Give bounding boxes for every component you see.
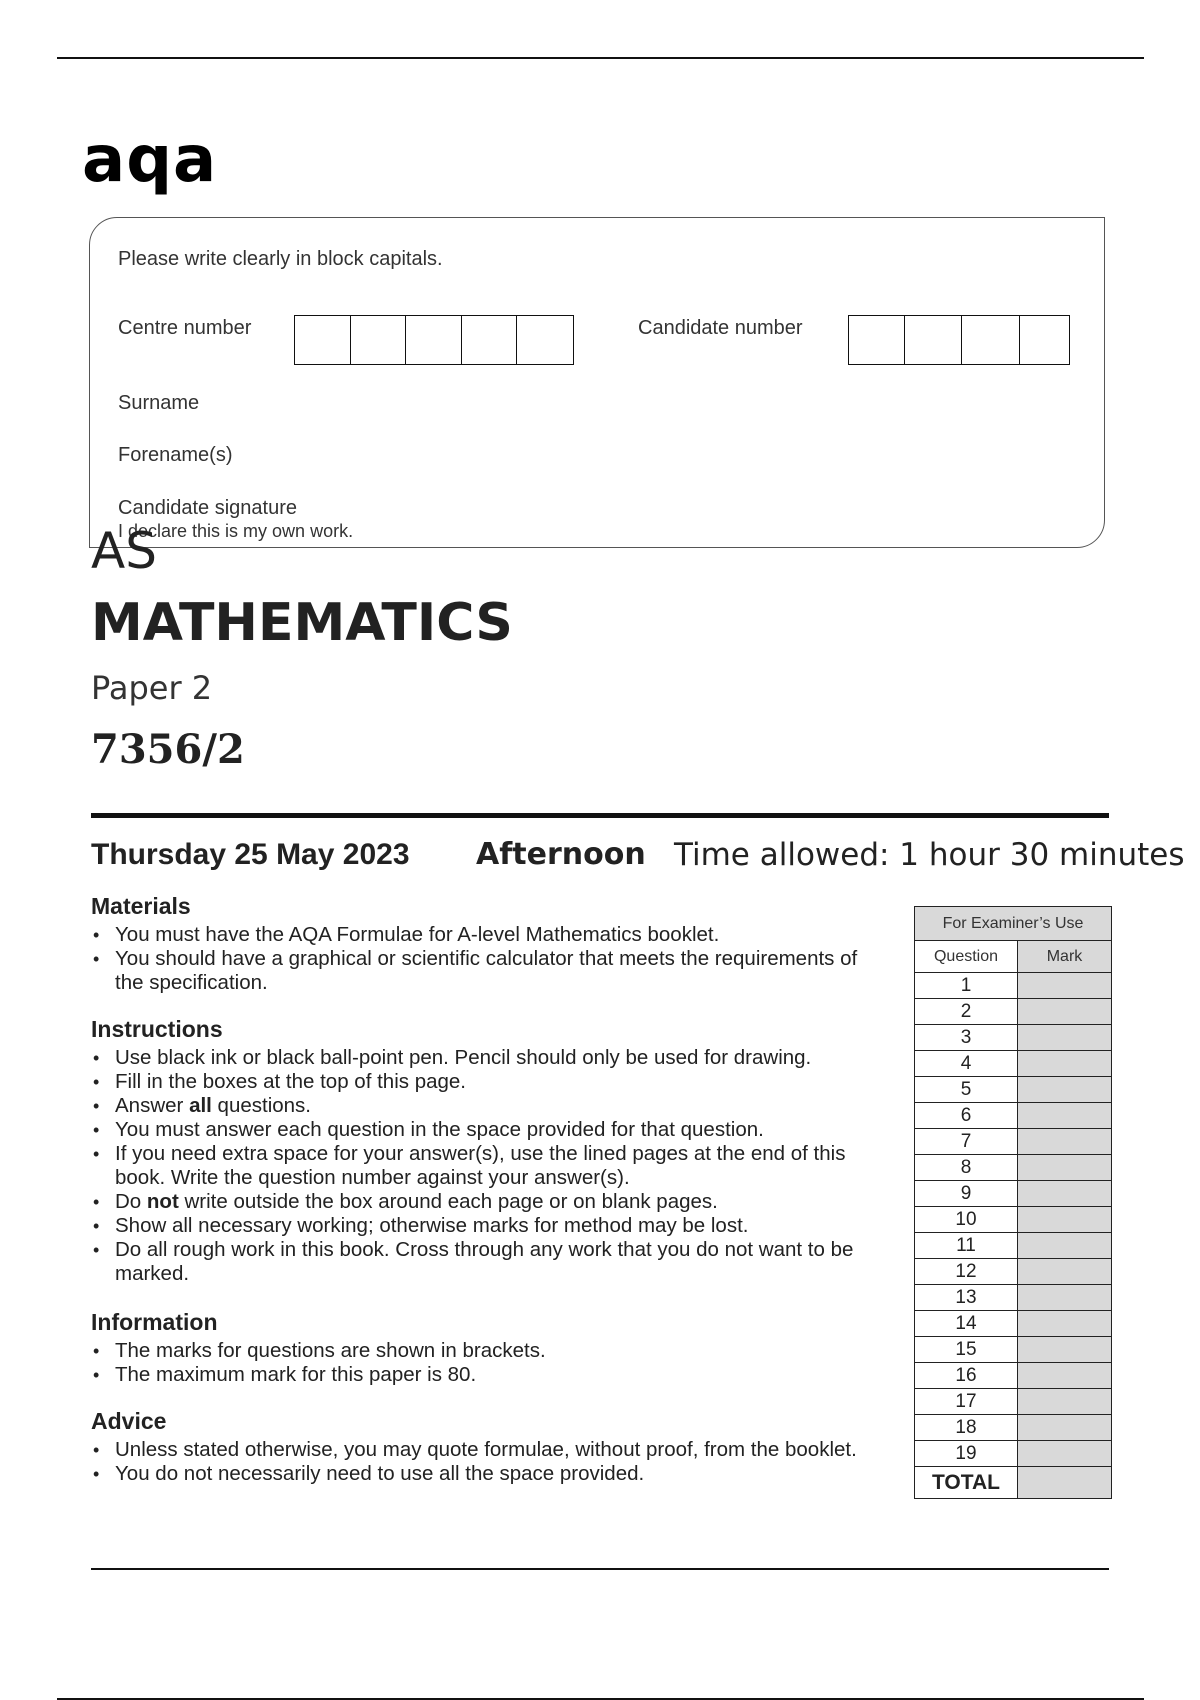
- paper-code: 7356/2: [91, 726, 245, 773]
- question-number-cell: 10: [915, 1207, 1018, 1233]
- question-number-cell: 17: [915, 1389, 1018, 1415]
- table-row: [915, 1415, 1112, 1441]
- question-number-cell: 18: [915, 1415, 1018, 1441]
- centre-digit-box[interactable]: [351, 316, 407, 364]
- list-item-emphasis: all: [189, 1094, 212, 1117]
- list-item-text: write outside the box around each page or on blank pages.: [178, 1190, 718, 1213]
- title-divider: [91, 813, 1109, 818]
- table-row: [915, 1389, 1112, 1415]
- centre-number-boxes[interactable]: [294, 315, 574, 365]
- question-number-cell: 15: [915, 1337, 1018, 1363]
- list-item: • Unless stated otherwise, you may quote formulae, without proof, from the booklet.: [91, 1438, 891, 1462]
- mark-cell: [1018, 1025, 1112, 1051]
- question-number-cell: 3: [915, 1025, 1018, 1051]
- table-row: [915, 1363, 1112, 1389]
- centre-number-label: Centre number: [118, 317, 252, 339]
- mark-cell: [1018, 1103, 1112, 1129]
- mark-cell: [1018, 1077, 1112, 1103]
- table-row: [915, 1155, 1112, 1181]
- forenames-label: Forename(s): [118, 444, 233, 466]
- question-number-cell: 4: [915, 1051, 1018, 1077]
- mark-cell: [1018, 1311, 1112, 1337]
- mark-column-header: Mark: [1018, 941, 1112, 973]
- signature-label: Candidate signature: [118, 497, 298, 519]
- table-row: [915, 1129, 1112, 1155]
- table-row: [915, 1259, 1112, 1285]
- table-row: [915, 1025, 1112, 1051]
- table-row: [915, 1103, 1112, 1129]
- advice-heading: Advice: [91, 1408, 167, 1434]
- mark-cell: [1018, 973, 1112, 999]
- question-number-cell: 19: [915, 1441, 1018, 1467]
- instructions-heading: Instructions: [91, 1016, 223, 1042]
- information-section: [91, 1308, 891, 1387]
- table-row: [915, 1441, 1112, 1467]
- instructions-list: [91, 1046, 891, 1286]
- list-item: • You must answer each question in the space provided for that question.: [91, 1118, 891, 1142]
- paper-name: Paper 2: [91, 669, 213, 707]
- question-number-cell: 13: [915, 1285, 1018, 1311]
- question-number-cell: 11: [915, 1233, 1018, 1259]
- examiner-use-title: For Examiner’s Use: [915, 907, 1112, 941]
- table-row: [915, 999, 1112, 1025]
- question-number-cell: 5: [915, 1077, 1018, 1103]
- table-row: [915, 1311, 1112, 1337]
- candidate-digit-box[interactable]: [849, 316, 905, 364]
- top-rule: [57, 57, 1144, 59]
- advice-list: [91, 1438, 891, 1486]
- mark-cell: [1018, 1415, 1112, 1441]
- mark-cell: [1018, 1233, 1112, 1259]
- list-item: • Use black ink or black ball-point pen. Pencil should only be used for drawing.: [91, 1046, 891, 1070]
- question-number-cell: 1: [915, 973, 1018, 999]
- list-item: • You must have the AQA Formulae for A-level Mathematics booklet.: [91, 923, 891, 947]
- advice-section: [91, 1407, 891, 1486]
- surname-label: Surname: [118, 392, 200, 414]
- mark-cell: [1018, 1389, 1112, 1415]
- question-number-cell: 2: [915, 999, 1018, 1025]
- declaration-text: I declare this is my own work.: [118, 521, 354, 541]
- question-number-cell: 8: [915, 1155, 1018, 1181]
- total-row: [915, 1467, 1112, 1499]
- instructions-section: [91, 1015, 891, 1286]
- information-list: [91, 1339, 891, 1387]
- list-item: [91, 1190, 891, 1214]
- candidate-number-boxes[interactable]: [848, 315, 1070, 365]
- table-row: [915, 1233, 1112, 1259]
- list-item: • If you need extra space for your answer(s), use the lined pages at the end of this book. Write the question number against your answer(s).: [91, 1142, 891, 1190]
- mark-cell: [1018, 1259, 1112, 1285]
- total-label: TOTAL: [915, 1467, 1018, 1499]
- question-column-header: Question: [915, 941, 1018, 973]
- bottom-divider: [91, 1568, 1109, 1570]
- question-number-cell: 16: [915, 1363, 1018, 1389]
- mark-cell: [1018, 999, 1112, 1025]
- mark-cell: [1018, 1181, 1112, 1207]
- list-item-emphasis: not: [146, 1190, 179, 1213]
- list-item: • Do all rough work in this book. Cross through any work that you do not want to be marked.: [91, 1238, 891, 1286]
- exam-session: Afternoon: [476, 837, 646, 872]
- list-item: [91, 1094, 891, 1118]
- mark-cell: [1018, 1441, 1112, 1467]
- qualification-level: AS: [91, 522, 157, 580]
- materials-heading: Materials: [91, 893, 191, 919]
- candidate-digit-box[interactable]: [1020, 316, 1068, 364]
- examiner-use-table: [914, 906, 1112, 1499]
- mark-cell: [1018, 1051, 1112, 1077]
- question-number-cell: 12: [915, 1259, 1018, 1285]
- candidate-number-label: Candidate number: [638, 317, 803, 339]
- mark-cell: [1018, 1129, 1112, 1155]
- list-item-text: questions.: [211, 1094, 312, 1117]
- aqa-logo: aqa: [82, 123, 218, 197]
- centre-digit-box[interactable]: [517, 316, 573, 364]
- mark-cell: [1018, 1207, 1112, 1233]
- question-number-cell: 6: [915, 1103, 1018, 1129]
- table-row: [915, 1207, 1112, 1233]
- table-row: [915, 973, 1112, 999]
- materials-list: [91, 923, 891, 995]
- mark-cell: [1018, 1155, 1112, 1181]
- list-item-text: Do: [115, 1190, 147, 1213]
- total-mark-cell: [1018, 1467, 1112, 1499]
- centre-digit-box[interactable]: [406, 316, 462, 364]
- question-number-cell: 7: [915, 1129, 1018, 1155]
- mark-cell: [1018, 1285, 1112, 1311]
- question-number-cell: 14: [915, 1311, 1018, 1337]
- list-item: • You do not necessarily need to use all the space provided.: [91, 1462, 891, 1486]
- table-row: [915, 1285, 1112, 1311]
- list-item: • Show all necessary working; otherwise marks for method may be lost.: [91, 1214, 891, 1238]
- list-item: • You should have a graphical or scientific calculator that meets the requirements of the specification.: [91, 947, 891, 995]
- mark-cell: [1018, 1363, 1112, 1389]
- centre-digit-box[interactable]: [295, 316, 351, 364]
- question-number-cell: 9: [915, 1181, 1018, 1207]
- table-row: [915, 1051, 1112, 1077]
- candidate-digit-box[interactable]: [905, 316, 962, 364]
- list-item: • The marks for questions are shown in brackets.: [91, 1339, 891, 1363]
- block-capitals-instruction: Please write clearly in block capitals.: [118, 248, 443, 270]
- candidate-digit-box[interactable]: [962, 316, 1020, 364]
- materials-section: [91, 892, 891, 995]
- table-row: [915, 1077, 1112, 1103]
- time-allowed: Time allowed: 1 hour 30 minutes: [674, 837, 1185, 873]
- table-row: [915, 1337, 1112, 1363]
- centre-digit-box[interactable]: [462, 316, 518, 364]
- table-row: [915, 1181, 1112, 1207]
- information-heading: Information: [91, 1309, 218, 1335]
- mark-cell: [1018, 1337, 1112, 1363]
- list-item: • Fill in the boxes at the top of this page.: [91, 1070, 891, 1094]
- subject-title: MATHEMATICS: [91, 593, 513, 653]
- exam-date: Thursday 25 May 2023: [91, 838, 410, 871]
- list-item: • The maximum mark for this paper is 80.: [91, 1363, 891, 1387]
- list-item-text: Answer: [115, 1094, 190, 1117]
